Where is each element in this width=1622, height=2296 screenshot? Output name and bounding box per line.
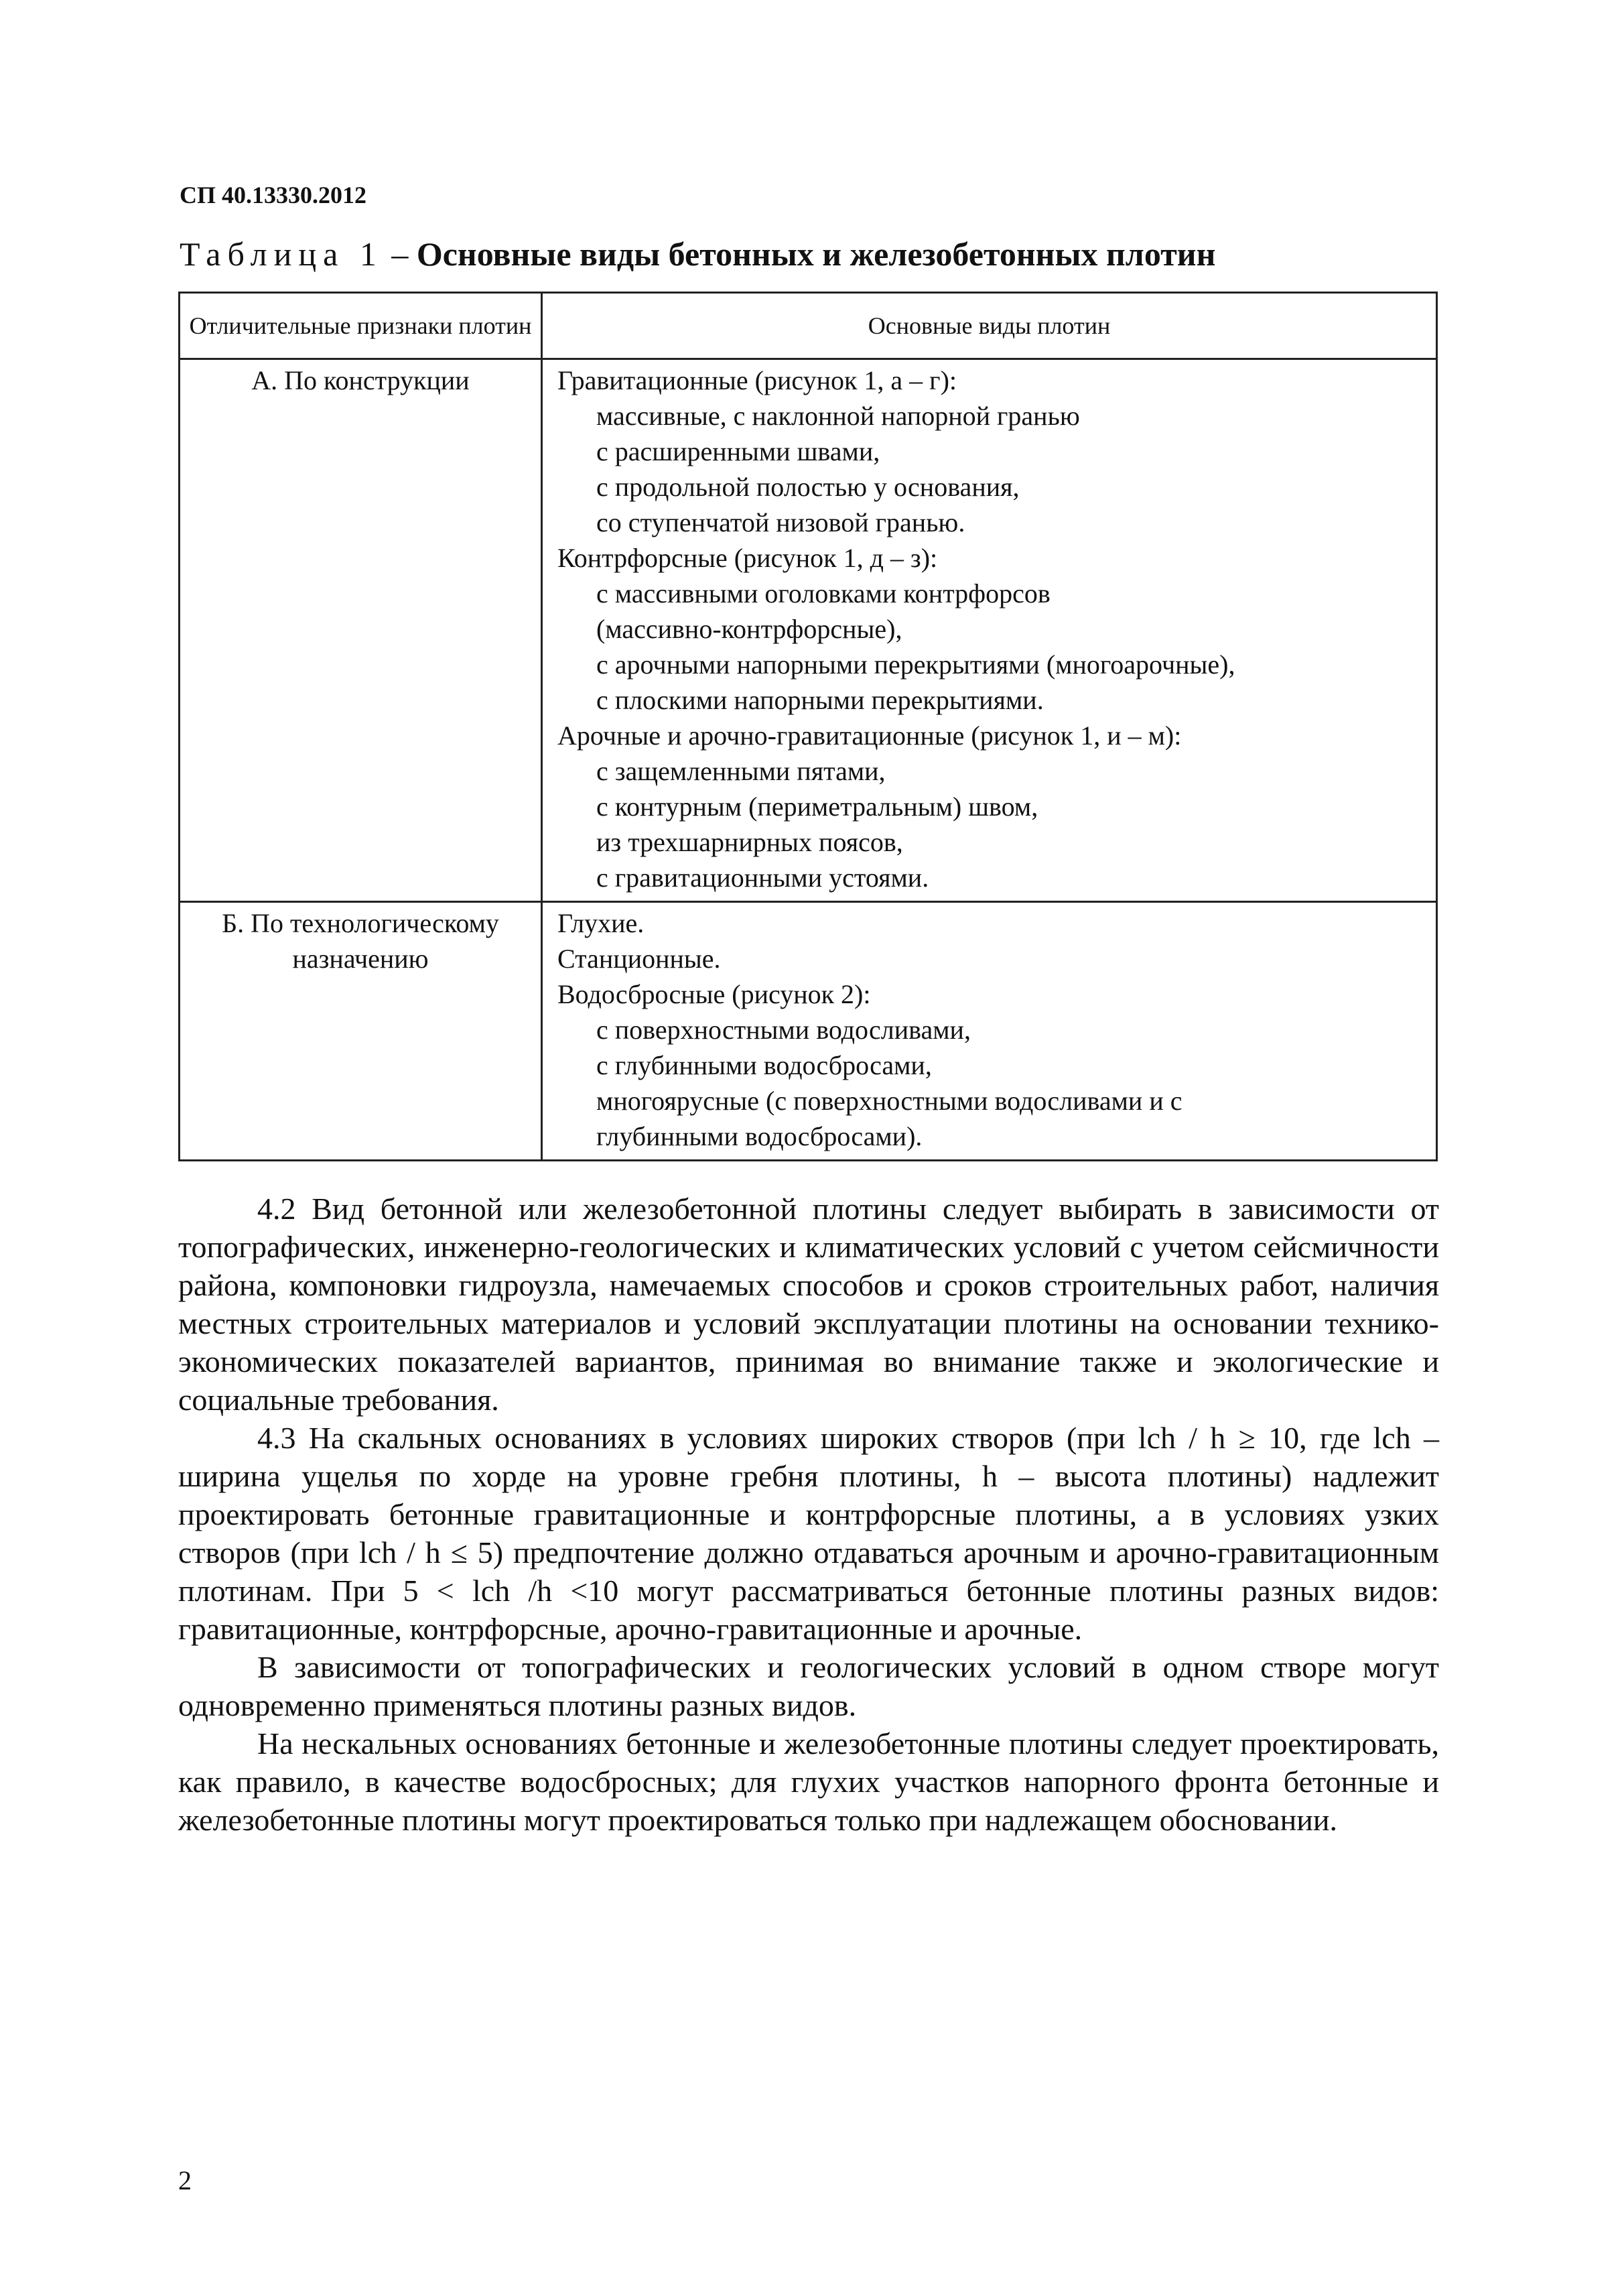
table-caption-separator: – [383,235,417,273]
table-cell-types [542,902,1437,1161]
table-header-row [180,293,1437,359]
page-number: 2 [178,2165,192,2195]
table-cell-types [542,359,1437,902]
type-subline: с массивными оголовками контрфорсов [596,578,1051,609]
dam-types-table [178,292,1438,1161]
table-row [180,359,1437,902]
type-subline: многоярусные (с поверхностными водосливами и с [596,1086,1182,1116]
type-line: Контрфорсные (рисунок 1, д – з): [557,543,938,573]
paragraph-topography: В зависимости от топографических и геологических условий в одном створе могут одновременно применяться плотины разных видов. [178,1650,1439,1722]
type-subline: массивные, с наклонной напорной гранью [596,401,1080,431]
table-header-features: Отличительные признаки плотин [180,293,542,359]
type-line: Станционные. [557,944,721,974]
paragraph-4-2: 4.2 Вид бетонной или железобетонной плотины следует выбирать в зависимости от топографических, инженерно-геологических и климатических условий с учетом сейсмичности района, компоновки гидроузла, намечаемых способов и сроков строительных работ, наличия местных строительных материалов и условий эксплуатации плотины на основании технико-экономических показателей вариантов, принимая во внимание также и экологические и социальные требования. [178,1192,1439,1417]
type-subline: с продольной полостью у основания, [596,472,1020,502]
type-subline: (массивно-контрфорсные), [596,614,902,644]
type-line: Арочные и арочно-гравитационные (рисунок 1, и – м): [557,720,1182,751]
type-line: Водосбросные (рисунок 2): [557,979,871,1009]
document-code: СП 40.13330.2012 [180,182,366,208]
table-header-types: Основные виды плотин [542,293,1437,359]
body-text [178,1190,1439,1839]
table-row [180,902,1437,1161]
type-subline: с защемленными пятами, [596,756,886,786]
paragraph-4-3: 4.3 На скальных основаниях в условиях широких створов (при lch / h ≥ 10, где lch – ширина ущелья по хорде на уровне гребня плотины, h – высота плотины) надлежит проектировать бетонные гравитационные и контрфорсные плотины, а в условиях узких створов (при lch / h ≤ 5) предпочтение должно отдаваться арочным и арочно-гравитационным плотинам. При 5 < lch /h <10 могут рассматриваться бетонные плотины разных видов: гравитационные, контрфорсные, арочно-гравитационные и арочные. [178,1421,1439,1646]
table-cell-feature: А. По конструкции [180,359,542,902]
type-subline: с глубинными водосбросами, [596,1050,932,1080]
type-subline: с поверхностными водосливами, [596,1015,971,1045]
type-line: Глухие. [557,908,645,938]
type-subline: с гравитационными устоями. [596,863,929,893]
table-cell-feature: Б. По технологическому назначению [180,902,542,1161]
type-subline: со ступенчатой низовой гранью. [596,507,965,537]
table-caption-title: Основные виды бетонных и железобетонных плотин [416,235,1216,273]
table-caption-label: Таблица 1 [180,235,383,273]
type-subline: из трехшарнирных поясов, [596,827,903,857]
paragraph-nonrock: На нескальных основаниях бетонные и железобетонные плотины следует проектировать, как правило, в качестве водосбросных; для глухих участков напорного фронта бетонные и железобетонные плотины могут проектироваться только при надлежащем обосновании. [178,1726,1439,1837]
type-subline: с контурным (периметральным) швом, [596,791,1038,822]
table-caption [180,235,1215,273]
type-subline: с арочными напорными перекрытиями (многоарочные), [596,649,1235,680]
type-line: Гравитационные (рисунок 1, а – г): [557,365,957,395]
type-subline: с плоскими напорными перекрытиями. [596,685,1044,715]
type-subline: с расширенными швами, [596,436,880,466]
type-subline: глубинными водосбросами). [596,1121,923,1151]
